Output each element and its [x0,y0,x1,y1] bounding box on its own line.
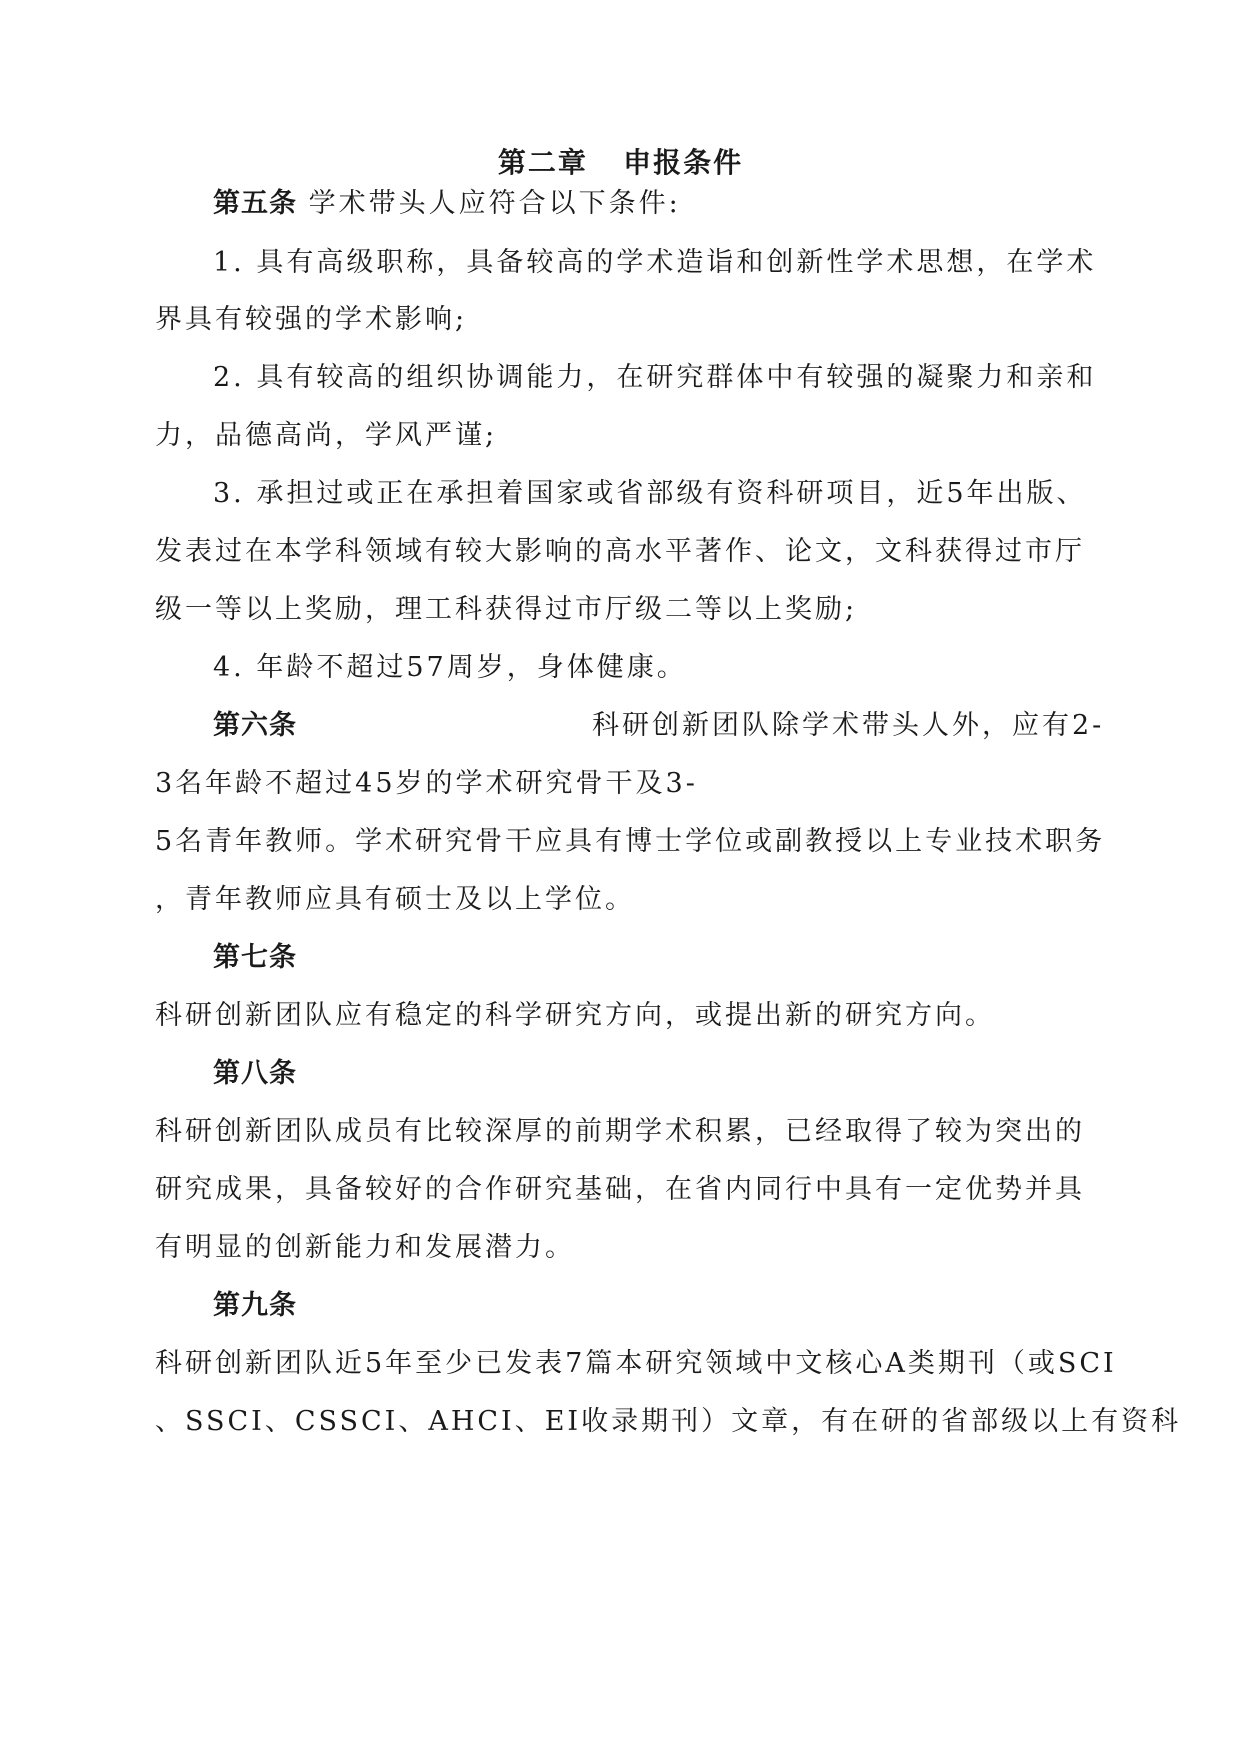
article-6-line-2: 3名年龄不超过45岁的学术研究骨干及3- [155,768,698,799]
article-5-item-3-line-1: 3. 承担过或正在承担着国家或省部级有资科研项目，近5年出版、 [213,478,1087,509]
article-8-line-1: 科研创新团队成员有比较深厚的前期学术积累，已经取得了较为突出的 [155,1116,1085,1147]
article-8-line-2: 研究成果，具备较好的合作研究基础，在省内同行中具有一定优势并具 [155,1174,1085,1205]
article-5-intro: 学术带头人应符合以下条件: [297,188,681,219]
article-5-item-1-line-2: 界具有较强的学术影响; [155,304,468,335]
article-8-line-3: 有明显的创新能力和发展潜力。 [155,1232,575,1263]
article-6-line-1: 科研创新团队除学术带头人外，应有2- [592,710,1105,741]
article-5-heading: 第五条 [213,188,297,219]
article-5-paragraph [213,186,681,222]
article-7-heading: 第七条 [213,942,297,973]
article-5-item-3-line-3: 级一等以上奖励，理工科获得过市厅级二等以上奖励; [155,594,858,625]
article-5-item-3-line-2: 发表过在本学科领域有较大影响的高水平著作、论文，文科获得过市厅 [155,536,1085,567]
article-5-item-1-line-1: 1. 具有高级职称，具备较高的学术造诣和创新性学术思想，在学术 [213,247,1097,278]
article-5-item-2-line-1: 2. 具有较高的组织协调能力，在研究群体中有较强的凝聚力和亲和 [213,362,1097,393]
article-5-item-4-line-1: 4. 年龄不超过57周岁，身体健康。 [213,652,687,683]
article-5-item-2-line-2: 力，品德高尚，学风严谨; [155,420,498,451]
article-7-line-1: 科研创新团队应有稳定的科学研究方向，或提出新的研究方向。 [155,1000,995,1031]
chapter-title: 第二章 申报条件 [497,146,744,179]
article-9-line-2: 、SSCI、CSSCI、AHCI、EI收录期刊）文章，有在研的省部级以上有资科 [155,1406,1182,1437]
article-9-line-1: 科研创新团队近5年至少已发表7篇本研究领域中文核心A类期刊（或SCI [155,1348,1117,1379]
article-6-heading: 第六条 [213,710,297,741]
article-9-heading: 第九条 [213,1290,297,1321]
article-6-line-4: ，青年教师应具有硕士及以上学位。 [155,884,635,915]
article-6-line-3: 5名青年教师。学术研究骨干应具有博士学位或副教授以上专业技术职务 [155,826,1106,857]
article-8-heading: 第八条 [213,1058,297,1089]
